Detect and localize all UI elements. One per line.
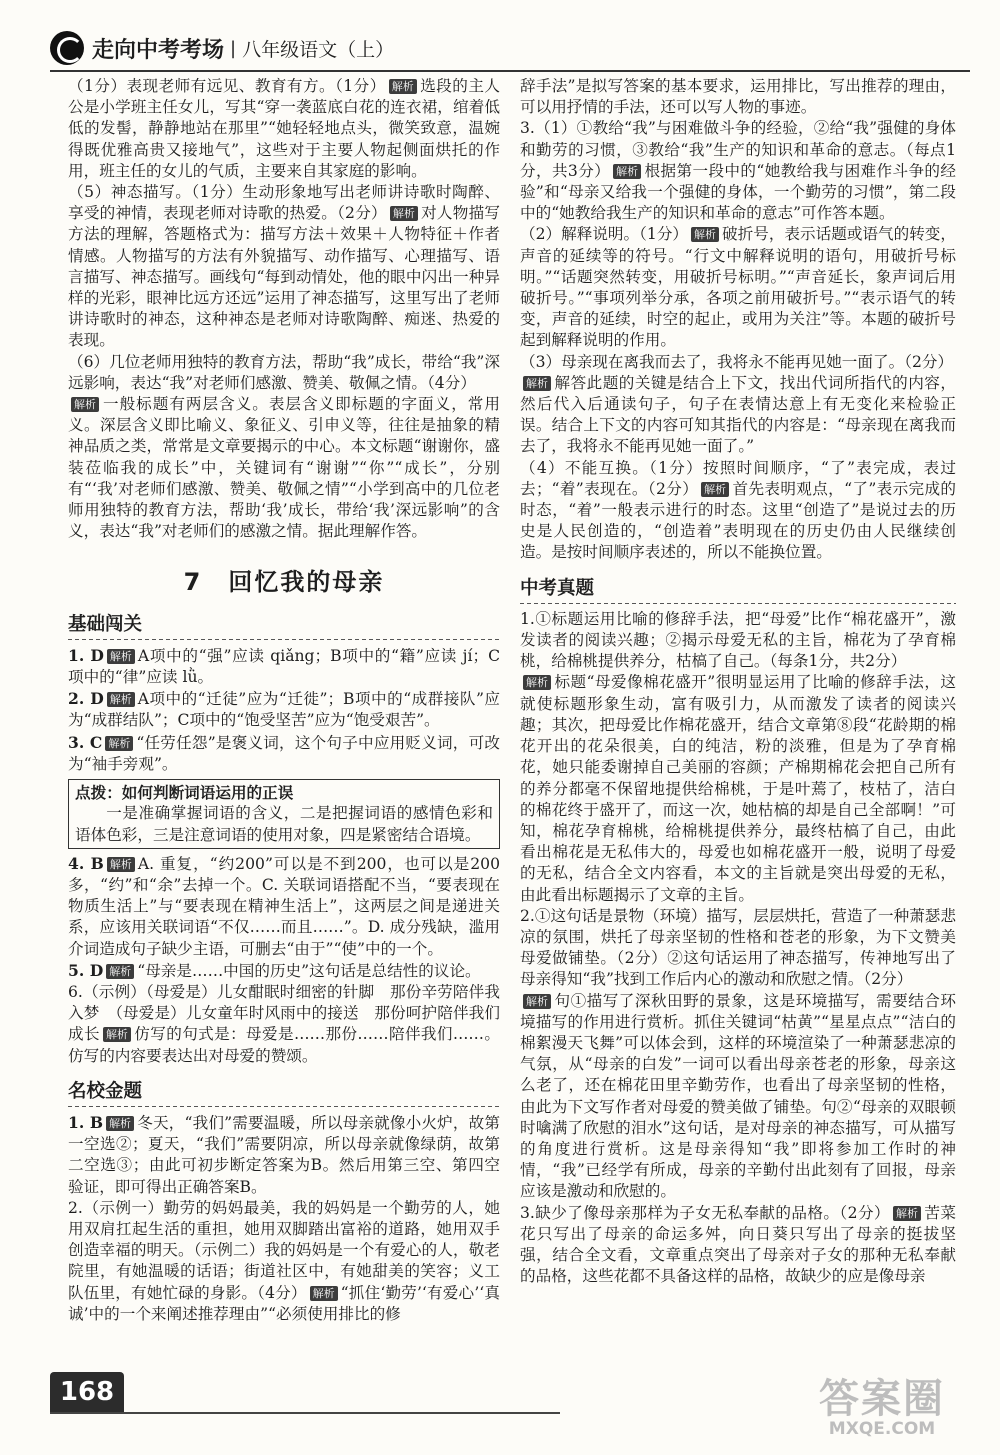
answer-item: 2.①这句话是景物（环境）描写，层层烘托，营造了一种萧瑟悲凉的氛围，烘托了母亲坚韧的性格和苍老的形象，为下文赞美母爱做铺垫。（2分）②这句话运用了神态描写，传神地写出了母亲得知“我”找到工作后内心的激动和欣慰之情。（2分） 解析 句①描写了深秋田野的景象，这是环境描写，需要结合环境描写的作用进行赏析。抓住关键词“枯黄”“星星点点”“洁白的棉絮漫天飞舞”可以体会到，这样的环境渲染了一种萧瑟悲凉的气氛，从“母亲的白发”一词可以看出母亲苍老的形象，母亲这么老了，还在棉花田里辛勤劳作，也看出了母亲坚韧的性格，由此为下文写作者对母爱的赞美做了铺垫。句②“母亲的双眼顿时噙满了欣慰的泪水”这句话，是对母亲的神态描写，可从描写的角度进行赏析。这是母亲得知“我”即将参加工作时的神情，“我”已经学有所成，母亲的辛勤付出此刻有了回报，母亲应该是激动和欣慰的。	[520, 906, 956, 1201]
answer-item: 3.缺少了像母亲那样为子女无私奉献的品格。（2分） 解析 苦菜花只写出了母亲的命运多舛，向日葵只写出了母亲的挺拔坚强，结合全文看，文章重点突出了母亲对子女的那种无私奉献的品格，这些花都不具备这样的品格，故缺少的应是像母亲	[520, 1203, 956, 1286]
answer-item: 2.（示例一）勤劳的妈妈最美，我的妈妈是一个勤劳的人，她用双肩扛起生活的重担，她用双脚踏出富裕的道路，她用双手创造幸福的明天。（示例二）我的妈妈是一个有爱心的人，敬老院里，有她温暖的话语；街道社区中，有她甜美的笑容；义工队伍里，有她忙碌的身影。（4分） 解析 “抓住‘勤劳’‘有爱心’‘真诚’中的一个来阐述推荐理由”“必须使用排比的修	[68, 1198, 500, 1323]
answer-item: 5. D 解析 “母亲是……中国的历史”这句话是总结性的议论。	[68, 960, 481, 980]
tip-title: 点拨：如何判断词语运用的正误	[75, 783, 294, 803]
tip-box	[68, 779, 500, 849]
analysis-tag: 解析	[893, 1206, 921, 1221]
prev-answer-6: （6）几位老师用独特的教育方法，帮助“我”成长，带给“我”深远影响，表达“我”对老师们感激、赞美、敬佩之情。（4分） 解析 一般标题有两层含义。表层含义即标题的字面义，常用义。深层含义即比喻义、象征义、引申义等，往往是抽象的精神品质之类，常常是文章要揭示的中心。本文标题“谢谢你，盛装莅临我的成长”中，关键词有“谢谢”“你”“成长”，分别有“‘我’对老师们感激、赞美、敬佩之情”“小学到高中的几位老师用独特的教育方法，帮助‘我’成长，带给‘我’深远影响”的含义，表达“我”对老师们的感激之情。据此理解作答。	[68, 352, 500, 541]
header-separator: |	[230, 37, 237, 59]
answer-item: 1. B 解析 冬天，“我们”需要温暖，所以母亲就像小火炉，故第一空选②；夏天，“我们”需要阴凉，所以母亲就像绿荫，故第二空选③；由此可初步断定答案为B。然后用第三空、第四空验证，即可得出正确答案B。	[68, 1112, 500, 1196]
page-number: 168	[50, 1372, 124, 1412]
answer-item: （3）母亲现在离我而去了，我将永不能再见她一面了。（2分） 解析 解答此题的关键是结合上下文，找出代词所指代的内容，然后代入后通读句子，句子在表情达意上有无变化来检验正误。结合上下文的内容可知其指代的内容是：“母亲现在离我而去了，我将永不能再见她一面了。”	[520, 352, 956, 456]
answer-item: 2. D 解析 A项中的“迁徒”应为“迁徙”；B项中的“成群接队”应为“成群结队”；C项中的“饱受坚苦”应为“饱受艰苦”。	[68, 689, 500, 730]
analysis-tag: 解析	[523, 675, 551, 690]
analysis-tag: 解析	[105, 736, 133, 751]
series-logo-icon	[50, 31, 84, 65]
prev-answer-text: （1分）表现老师有远见、教育有方。（1分） 解析 选段的主人公是小学班主任女儿，写其“穿一袭蓝底白花的连衣裙，绾着低低的发髻，静静地站在那里”“她轻轻地点头，微笑致意，温婉得既优雅高贵又接地气”，这些对于主要人物起侧面烘托的作用，班主任的女儿的气质，主要来自其家庭的影响。	[68, 77, 500, 180]
answer-item: 3.（1）①教给“我”与困难做斗争的经验，②给“我”强健的身体和勤劳的习惯，③教给“我”生产的知识和革命的意志。（每点1分，共3分） 解析 根据第一段中的“她教给我与困难作斗争的经验”和“母亲又给我一个强健的身体，一个勤劳的习惯”，第二段中的“她教给我生产的知识和革命的意志”可作答本题。	[520, 119, 956, 223]
answer-item: （4）不能互换。（1分）按照时间顺序，“了”表完成，表过去；“着”表现在。（2分） 解析 首先表明观点，“了”表示完成的时态，“着”一般表示进行的时态。这里“创造了”是说过去的历史是人民创造的，“创造着”表明现在的历史仍由人民继续创造。是按时间顺序表述的，所以不能换位置。	[520, 458, 956, 562]
continued-text: 辞手法”是拟写答案的基本要求，运用排比，写出推荐的理由，可以用抒情的手法，还可以写人物的事迹。	[520, 77, 956, 117]
section-heading-school: 名校金题	[68, 1081, 500, 1104]
analysis-tag: 解析	[691, 227, 719, 242]
analysis-tag: 解析	[106, 1116, 134, 1131]
analysis-tag: 解析	[613, 164, 641, 179]
chapter-title: 7 回忆我的母亲	[183, 568, 385, 597]
answer-item: 1.①标题运用比喻的修辞手法，把“母爱”比作“棉花盛开”，激发读者的阅读兴趣；②揭示母爱无私的主旨，棉花为了孕育棉桃，给棉桃提供养分，枯槁了自己。（每条1分，共2分） 解析 标题“母爱像棉花盛开”很明显运用了比喻的修辞手法，这就使标题形象生动，富有吸引力，从而激发了读者的阅读兴趣；其次，把母爱比作棉花盛开，结合文章第⑧段“花龄期的棉花开出的花朵很美，白的纯洁，粉的淡雅，但是为了孕育棉花，她只能委谢掉自己美丽的容颜；产棉期棉花会把自己所有的养分都毫不保留地提供给棉桃，于是叶蔫了，枝枯了，洁白的棉花终于盛开了，而这一次，她枯槁的却是自己全部啊！”可知，棉花孕育棉桃，给棉桃提供养分，最终枯槁了自己，由此看出棉花是无私伟大的，母爱也如棉花盛开一般，说明了母爱的无私，结合全文内容看，本文的主旨就是突出母爱的无私，由此看出标题揭示了文章的主旨。	[520, 609, 956, 904]
analysis-tag: 解析	[107, 649, 135, 664]
answer-item: （2）解释说明。（1分） 解析 破折号，表示话题或语气的转变，声音的延续等的符号。“行文中解释说明的语句，用破折号标明。”“话题突然转变，用破折号标明。”“声音延长，象声词后用破折号。”“事项列举分承，各项之前用破折号。”“表示语气的转变，声音的延续，时空的起止，或用为关注”等。本题的破折号起到解释说明的作用。	[520, 225, 956, 350]
answer-item: 3. C 解析 “任劳任怨”是褒义词，这个句子中应用贬义词，可改为“袖手旁观”。	[68, 732, 500, 773]
analysis-tag: 解析	[523, 376, 551, 391]
left-column	[68, 76, 500, 1325]
answer-item: 6.（示例）（母爱是）儿女酣眠时细密的针脚 那份辛劳陪伴我入梦 （母爱是）儿女童年时风雨中的接送 那份呵护陪伴我们成长 解析 仿写的句式是：母爱是……那份……陪伴我们……。仿写的内容要表达出对母爱的赞颂。	[68, 982, 500, 1065]
answer-item: 1. D 解析 A项中的“强”应读 qiǎng；B项中的“籍”应读 jí；C项中的“律”应读 lǜ。	[68, 645, 501, 687]
analysis-tag: 解析	[523, 994, 551, 1009]
analysis-tag: 解析	[107, 857, 135, 872]
analysis-tag: 解析	[390, 206, 418, 221]
tip-body: 一是准确掌握词语的含义，二是把握词语的感情色彩和语体色彩，三是注意词语的使用对象，四是紧密结合语境。	[75, 804, 493, 844]
analysis-tag: 解析	[71, 397, 99, 412]
grade-subject: 八年级语文（上）	[242, 38, 395, 61]
prev-answer-5: （5）神态描写。（1分）生动形象地写出老师讲诗歌时陶醉、享受的神情，表现老师对诗歌的热爱。（2分） 解析 对人物描写方法的理解，答题格式为：描写方法＋效果＋人物特征＋作者情感。人物描写的方法有外貌描写、动作描写、心理描写、语言描写、神态描写。画线句“每到动情处，他的眼中闪出一种异样的光彩，眼神比远方还远”运用了神态描写，这里写出了老师讲诗歌时的神态，这种神态是老师对诗歌陶醉、痴迷、热爱的表现。	[68, 183, 500, 350]
analysis-tag: 解析	[106, 964, 134, 979]
analysis-tag: 解析	[103, 1027, 131, 1042]
page-header	[50, 30, 394, 66]
analysis-tag: 解析	[310, 1286, 338, 1301]
section-heading-basic: 基础闯关	[68, 614, 500, 637]
analysis-tag: 解析	[701, 482, 729, 497]
section-heading-exam: 中考真题	[520, 578, 956, 601]
right-column	[520, 76, 956, 1287]
series-title: 走向中考考场	[92, 37, 225, 63]
watermark-logo: 答案圈 MXQE.COM	[819, 1376, 945, 1439]
analysis-tag: 解析	[107, 692, 135, 707]
analysis-tag: 解析	[389, 79, 417, 94]
answer-item: 4. B 解析 A. 重复，“约200”可以是不到200，也可以是200多，“约”和“余”去掉一个。C. 关联词语搭配不当，“要表现在物质生活上”与“要表现在精神生活上”，这两层之间是递进关系，应该用关联词语“不仅……而且……”。D. 成分残缺，滥用介词造成句子缺少主语，可删去“由于”“使”中的一个。	[68, 853, 500, 958]
header-rule	[50, 70, 970, 72]
footer-rule	[50, 1412, 560, 1414]
